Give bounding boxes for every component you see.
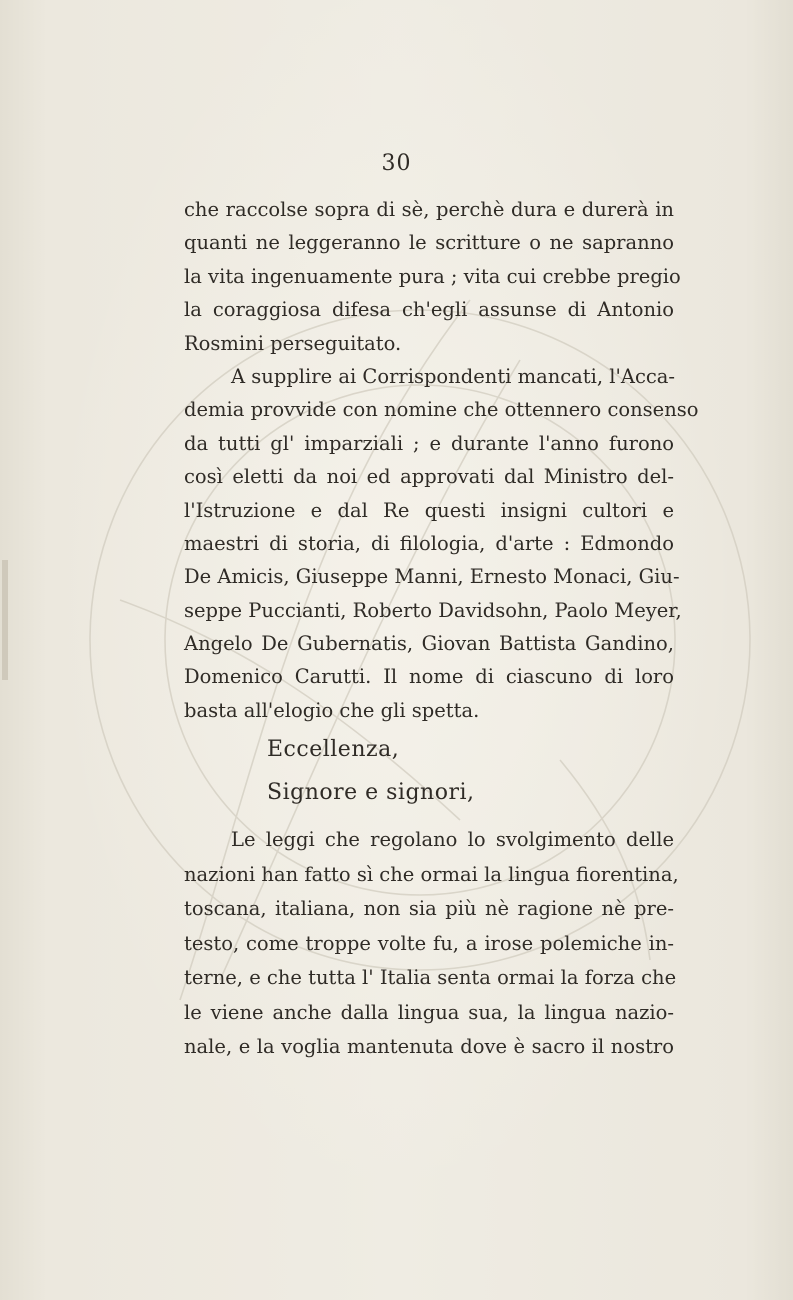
text-line: maestri di storia, di filologia, d'arte : Edmondo xyxy=(184,531,674,555)
text-line: nale, e la voglia mantenuta dove è sacro il nostro xyxy=(184,1035,674,1058)
text-line: quanti ne leggeranno le scritture o ne sapranno xyxy=(184,231,674,255)
salutation-line: Signore e signori, xyxy=(267,780,475,805)
text-line: basta all'elogio che gli spetta. xyxy=(184,698,480,722)
text-line: le viene anche dalla lingua sua, la lingua nazio- xyxy=(184,1000,674,1024)
text-line: Domenico Carutti. Il nome di ciascuno di loro xyxy=(184,665,674,689)
text-line: la coraggiosa difesa ch'egli assunse di Antonio xyxy=(184,298,674,322)
text-line: che raccolse sopra di sè, perchè dura e durerà in xyxy=(184,198,674,221)
text-line: A supplire ai Corrispondenti mancati, l'Acca- xyxy=(231,364,676,388)
text-line: terne, e che tutta l' Italia senta ormai la forza che xyxy=(184,966,677,989)
body-text-lower xyxy=(184,823,679,1065)
body-text-upper xyxy=(184,193,699,727)
text-line: demia provvide con nomine che ottennero consenso xyxy=(184,398,699,422)
text-line: De Amicis, Giuseppe Manni, Ernesto Monaci, Giu- xyxy=(184,565,680,589)
salutation-line: Eccellenza, xyxy=(267,737,400,762)
text-line: testo, come troppe volte fu, a irose polemiche in- xyxy=(184,931,674,955)
text-line: la vita ingenuamente pura ; vita cui crebbe pregio xyxy=(184,264,681,288)
text-line: Angelo De Gubernatis, Giovan Battista Gandino, xyxy=(184,632,674,656)
text-line: Rosmini perseguitato. xyxy=(184,331,402,355)
binding-shadow xyxy=(2,560,8,680)
text-line: seppe Puccianti, Roberto Davidsohn, Paolo Meyer, xyxy=(184,598,682,622)
text-line: l'Istruzione e dal Re questi insigni cultori e xyxy=(184,498,674,522)
text-line: toscana, italiana, non sia più nè ragione nè pre- xyxy=(184,897,674,920)
text-line: nazioni han fatto sì che ormai la lingua fiorentina, xyxy=(184,862,679,886)
text-line: così eletti da noi ed approvati dal Ministro del- xyxy=(184,465,674,489)
page-number: 30 xyxy=(381,151,412,176)
text-line: da tutti gl' imparziali ; e durante l'anno furono xyxy=(184,431,674,455)
text-line: Le leggi che regolano lo svolgimento delle xyxy=(231,828,674,851)
